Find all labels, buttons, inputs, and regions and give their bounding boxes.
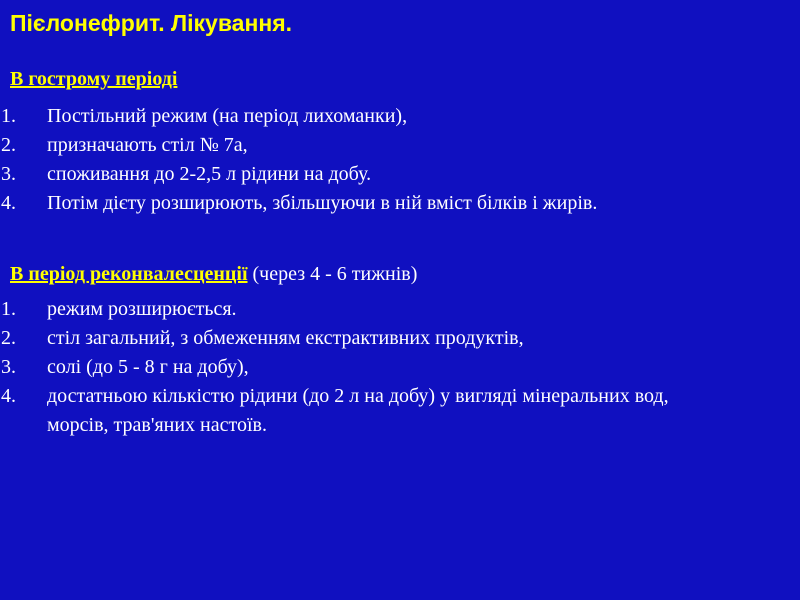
list-item <box>0 324 697 353</box>
convalescence-period-heading <box>10 263 417 286</box>
list-item-text: солі (до 5 - 8 г на добу), <box>47 356 249 378</box>
list-item <box>0 189 597 218</box>
list-item-text: достатньою кількістю рідини (до 2 л на добу) у вигляді мінеральних вод, морсів, трав'яних настоїв. <box>47 385 669 436</box>
list-item-text: режим розширюється. <box>47 298 237 320</box>
list-item-number: 2. <box>1 327 16 349</box>
list-item-number: 2. <box>1 134 16 156</box>
list-item-text: призначають стіл № 7а, <box>47 134 248 156</box>
list-item-text: Потім дієту розширюють, збільшуючи в ній вміст білків і жирів. <box>47 192 598 214</box>
list-item-number: 1. <box>1 298 16 320</box>
list-item-number: 4. <box>1 192 16 214</box>
list-item-number: 1. <box>1 105 16 127</box>
list-item <box>0 160 597 189</box>
list-item-number: 3. <box>1 356 16 378</box>
acute-period-heading <box>10 68 177 91</box>
acute-period-heading-text: В гострому періоді <box>10 68 178 90</box>
convalescence-period-note: (через 4 - 6 тижнів) <box>247 263 418 285</box>
slide-title: Пієлонефрит. Лікування. <box>10 10 293 36</box>
list-item <box>0 382 697 440</box>
list-item <box>0 295 697 324</box>
list-item-text: стіл загальний, з обмеженням екстрактивних продуктів, <box>47 327 524 349</box>
convalescence-period-heading-text: В період реконвалесценції <box>10 263 248 285</box>
list-item <box>0 353 697 382</box>
list-item-number: 3. <box>1 163 16 185</box>
acute-period-list <box>0 102 597 218</box>
list-item-number: 4. <box>1 385 16 407</box>
list-item <box>0 102 597 131</box>
convalescence-period-list <box>0 295 697 440</box>
list-item-text: споживання до 2-2,5 л рідини на добу. <box>47 163 372 185</box>
list-item <box>0 131 597 160</box>
list-item-text: Постільний режим (на період лихоманки), <box>47 105 408 127</box>
